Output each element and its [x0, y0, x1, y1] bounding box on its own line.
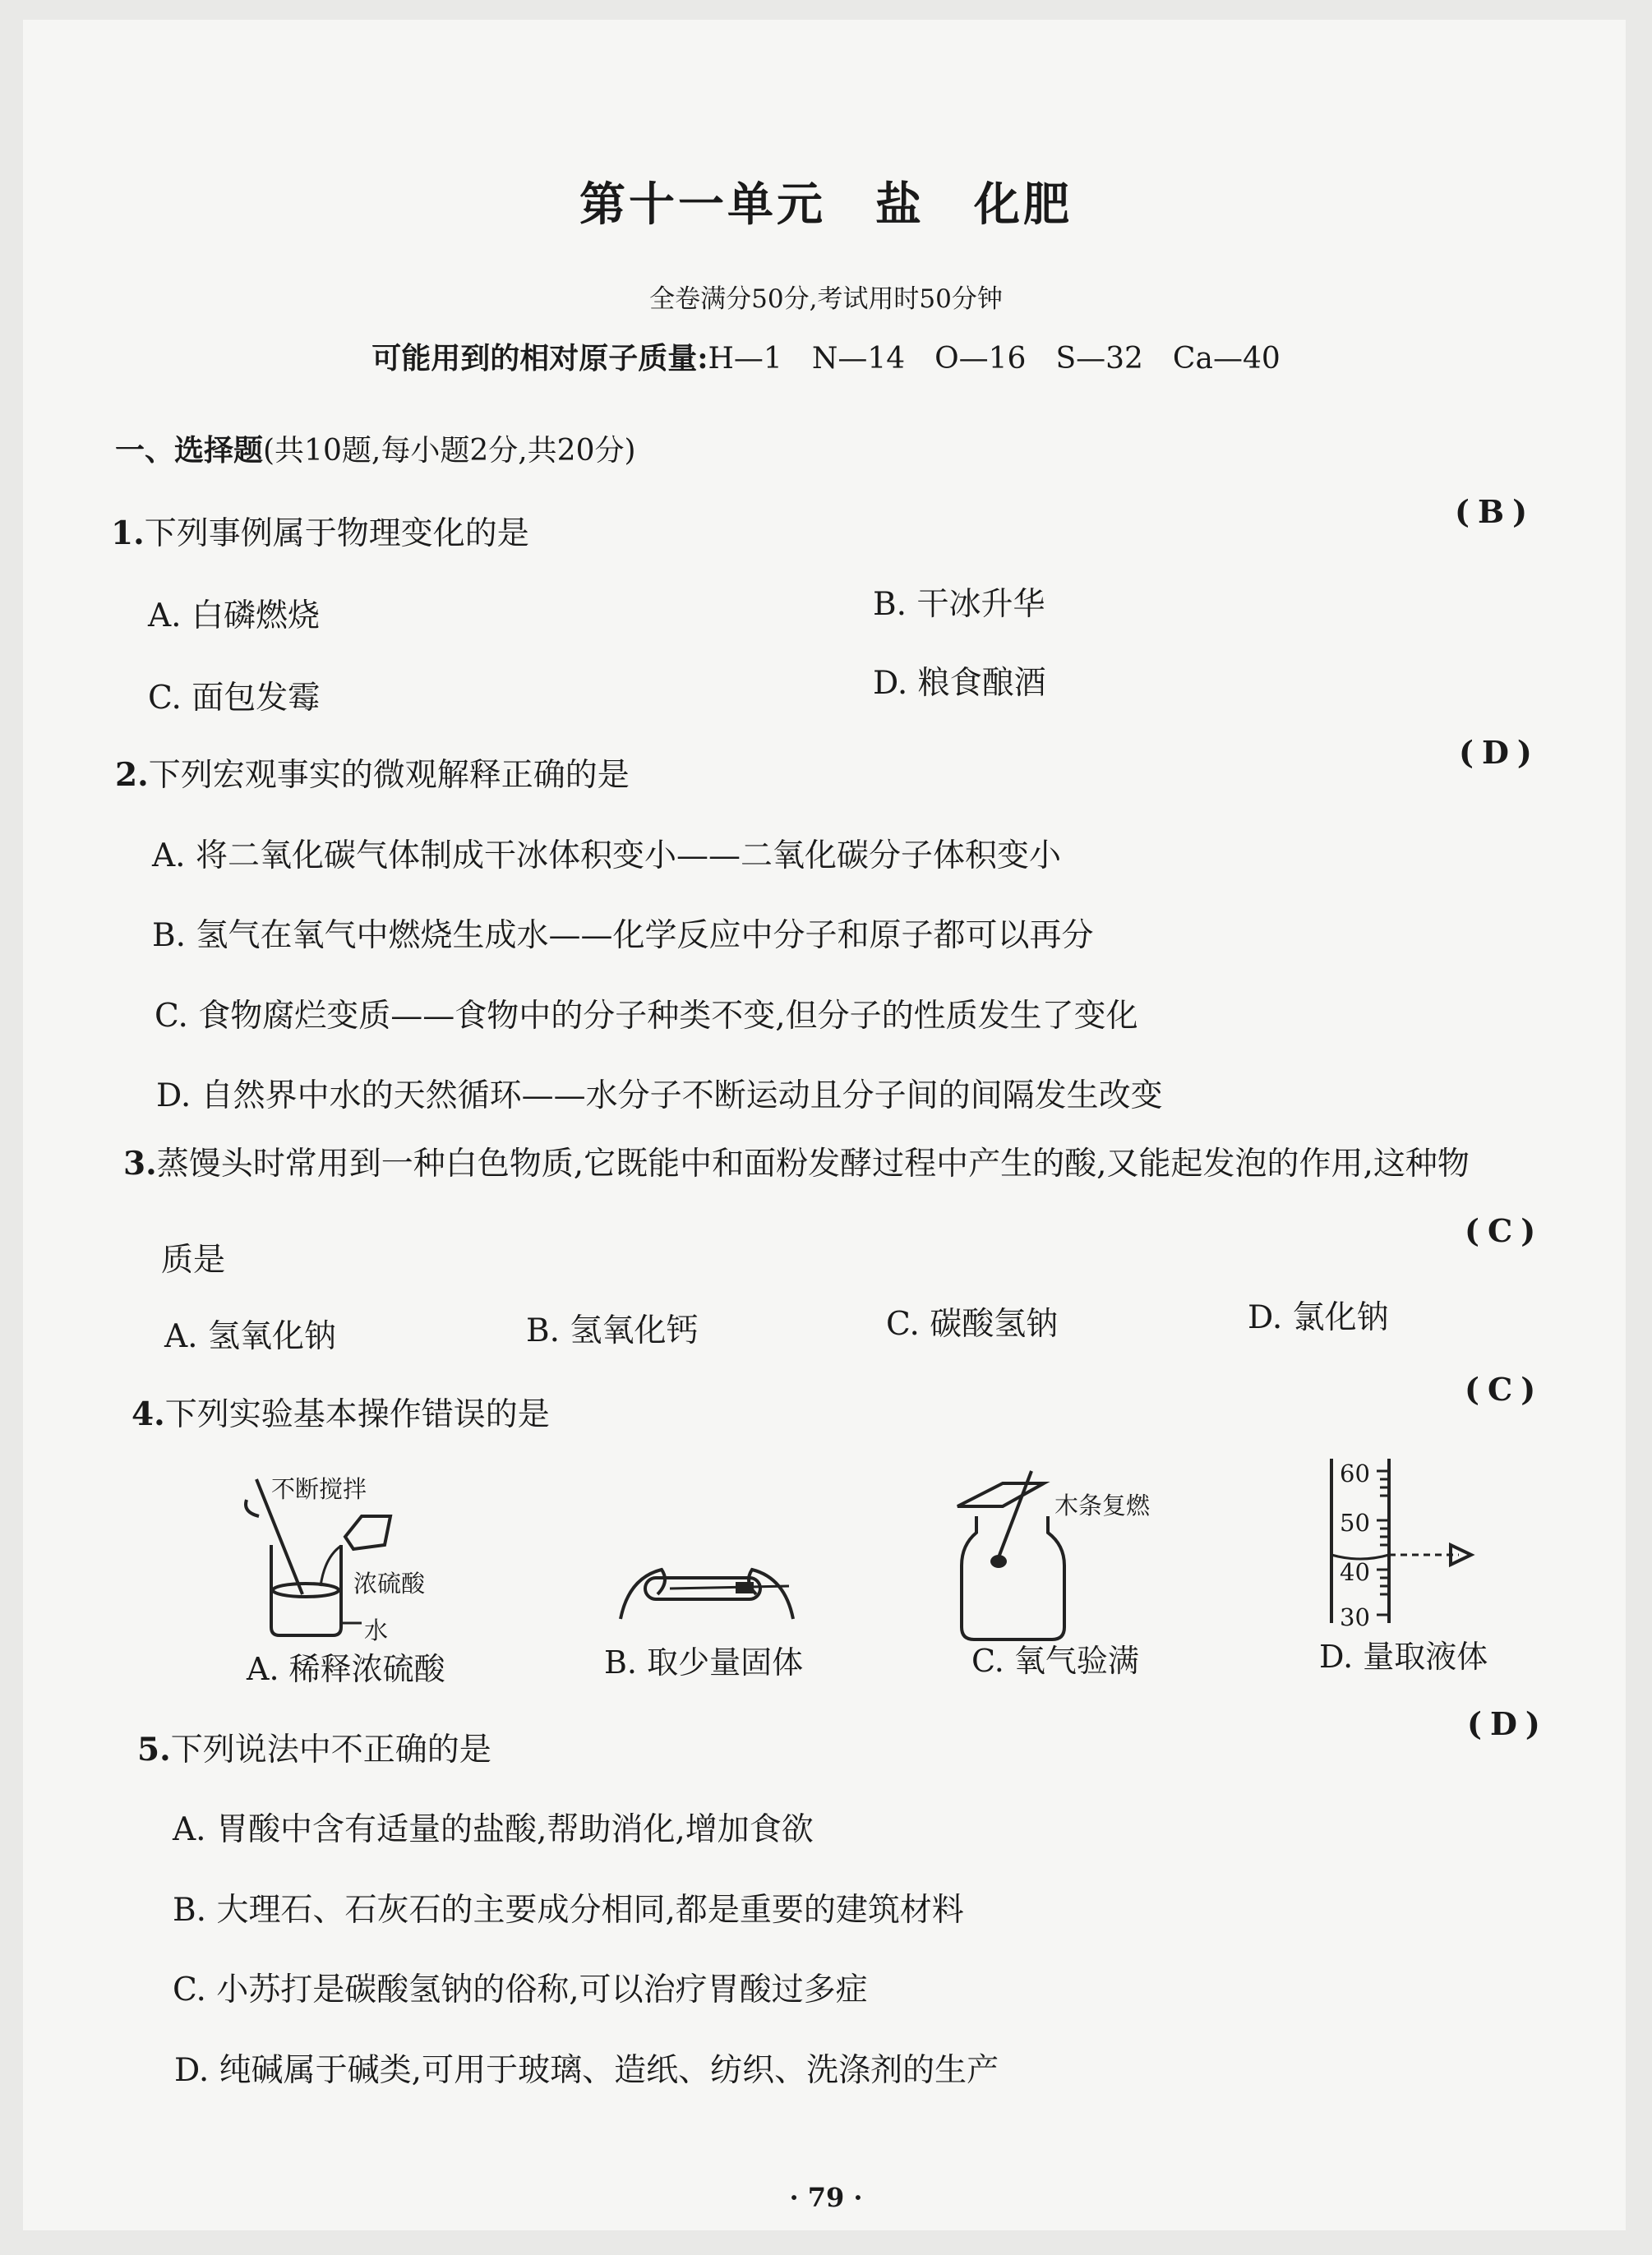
page-number: · 79 ·	[789, 2182, 863, 2213]
answer-bracket: (D)	[1459, 734, 1540, 771]
answer-bracket: (C)	[1465, 1371, 1544, 1408]
stir-arrow	[246, 1500, 259, 1516]
tick-50: 50	[1340, 1509, 1370, 1537]
eye-icon	[1451, 1545, 1471, 1565]
answer-bracket: (B)	[1455, 493, 1536, 530]
option-d: D. 纯碱属于碱类,可用于玻璃、造纸、纺织、洗涤剂的生产	[174, 2052, 999, 2089]
option-a: A. 氢氧化钠	[164, 1318, 336, 1355]
option-b: B. 氢气在氧气中燃烧生成水——化学反应中分子和原子都可以再分	[152, 917, 1094, 954]
figure-b-label: B. 取少量固体	[604, 1644, 804, 1681]
option-b: B. 干冰升华	[873, 586, 1045, 623]
page-title: 第十一单元 盐 化肥	[579, 178, 1073, 232]
option-c: C. 碳酸氢钠	[886, 1306, 1059, 1343]
water-surface	[273, 1584, 339, 1597]
note-splint-relights: 木条复燃	[1054, 1492, 1151, 1519]
question-text: 下列事例属于物理变化的是	[144, 515, 529, 552]
right-hand	[749, 1570, 793, 1619]
atomic-mass-label: 可能用到的相对原子质量:	[371, 341, 708, 376]
question-number: 4.	[132, 1395, 165, 1433]
glass-plate	[958, 1483, 1044, 1506]
atomic-mass-line	[0, 335, 1652, 377]
solid-sample	[736, 1582, 754, 1593]
option-c: C. 小苏打是碳酸氢钠的俗称,可以治疗胃酸过多症	[173, 1971, 868, 2008]
exam-info: 全卷满分50分,考试用时50分钟	[649, 284, 1003, 314]
figure-a-label: A. 稀释浓硫酸	[247, 1651, 445, 1687]
gas-jar	[962, 1516, 1064, 1639]
question-text: 下列说法中不正确的是	[170, 1732, 491, 1768]
section-note: (共10题,每小题2分,共20分)	[263, 434, 636, 468]
tick-40: 40	[1340, 1558, 1370, 1586]
acid-bottle	[345, 1516, 390, 1549]
question-2-stem	[115, 749, 630, 795]
figure-d-label: D. 量取液体	[1319, 1639, 1488, 1675]
option-c: C. 面包发霉	[148, 680, 321, 717]
option-a: A. 将二氧化碳气体制成干冰体积变小——二氧化碳分子体积变小	[152, 837, 1061, 874]
option-b: B. 氢氧化钙	[526, 1312, 699, 1349]
spatula	[670, 1586, 789, 1589]
question-number: 1.	[111, 514, 145, 552]
question-text: 下列宏观事实的微观解释正确的是	[148, 757, 630, 794]
tick-30: 30	[1340, 1603, 1370, 1631]
figure-c-label: C. 氧气验满	[971, 1643, 1139, 1679]
option-d: D. 粮食酿酒	[873, 665, 1046, 702]
option-c: C. 食物腐烂变质——食物中的分子种类不变,但分子的性质发生了变化	[155, 998, 1138, 1035]
figure-test-tube	[612, 1545, 801, 1639]
question-number: 3.	[123, 1145, 157, 1183]
note-water: 水	[364, 1616, 389, 1644]
question-3-stem-continued: 质是	[161, 1242, 226, 1279]
section-heading	[115, 427, 636, 469]
question-4-stem	[132, 1389, 550, 1435]
option-a: A. 胃酸中含有适量的盐酸,帮助消化,增加食欲	[173, 1811, 814, 1848]
atomic-mass-values: H—1 N—14 O—16 S—32 Ca—40	[708, 342, 1281, 376]
tick-60: 60	[1340, 1460, 1370, 1487]
answer-bracket: (C)	[1465, 1212, 1544, 1249]
option-d: D. 氯化钠	[1248, 1299, 1389, 1336]
option-d: D. 自然界中水的天然循环——水分子不断运动且分子间的间隔发生改变	[156, 1077, 1163, 1114]
question-text: 下列实验基本操作错误的是	[164, 1396, 550, 1433]
option-a: A. 白磷燃烧	[148, 597, 320, 634]
question-3-stem	[123, 1138, 1470, 1184]
note-stirring: 不断搅拌	[271, 1475, 367, 1503]
answer-bracket: (D)	[1467, 1705, 1548, 1742]
option-b: B. 大理石、石灰石的主要成分相同,都是重要的建筑材料	[173, 1892, 964, 1929]
question-number: 2.	[115, 756, 149, 794]
question-number: 5.	[137, 1731, 171, 1768]
glowing-tip	[990, 1555, 1007, 1568]
acid-stream	[321, 1546, 341, 1586]
question-5-stem	[137, 1724, 491, 1770]
section-label: 一、选择题	[115, 433, 264, 468]
question-text: 蒸馒头时常用到一种白色物质,它既能中和面粉发酵过程中产生的酸,又能起发泡的作用,这种物	[156, 1146, 1470, 1183]
note-conc-acid: 浓硫酸	[353, 1570, 426, 1598]
question-1-stem	[111, 508, 529, 554]
